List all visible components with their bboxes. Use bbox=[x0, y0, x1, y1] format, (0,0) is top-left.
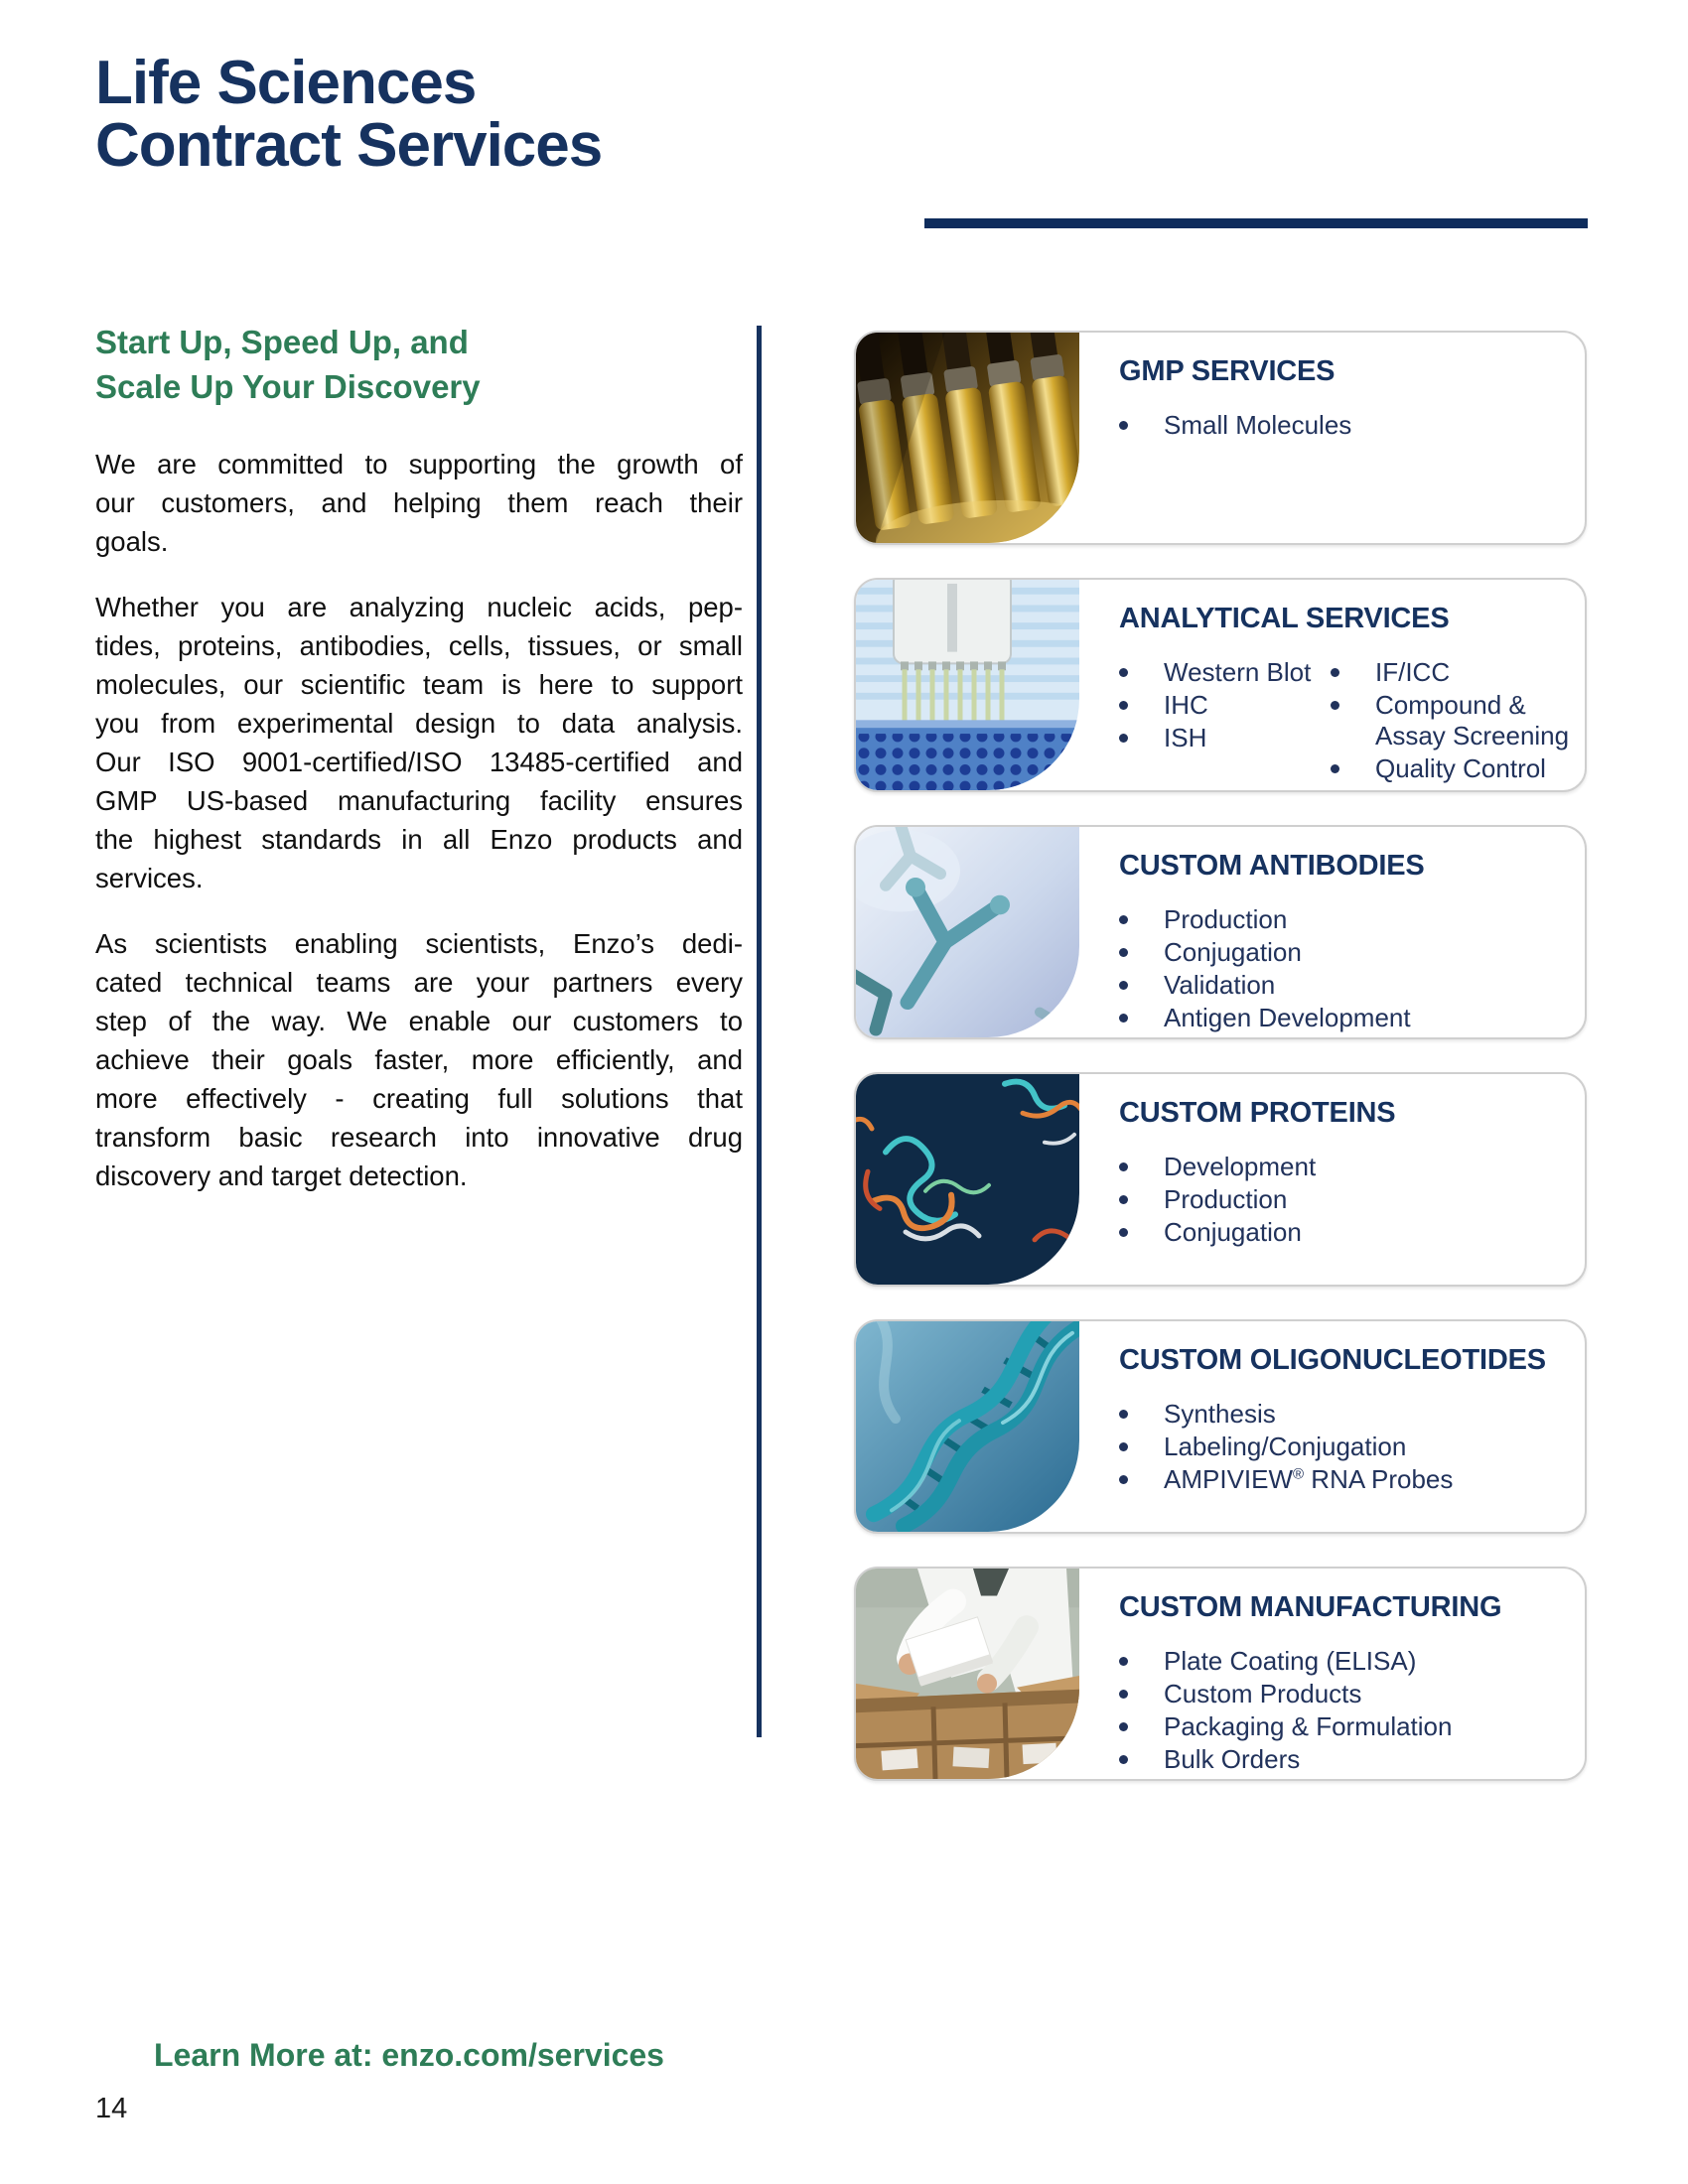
bullet-item: Synthesis bbox=[1119, 1399, 1573, 1430]
bullet-item: Antigen Development bbox=[1119, 1003, 1573, 1033]
multichannel-pipette-illustration bbox=[856, 580, 1079, 790]
analytical-bullet-columns bbox=[1119, 657, 1573, 786]
custom-manufacturing-photo bbox=[856, 1569, 1079, 1779]
intro-heading-line1: Start Up, Speed Up, and bbox=[95, 324, 469, 360]
learn-more-link[interactable]: Learn More at: enzo.com/services bbox=[154, 2037, 664, 2073]
intro-column bbox=[95, 320, 743, 1222]
bullet-dot bbox=[1119, 668, 1128, 677]
intro-heading bbox=[95, 320, 743, 409]
bullet-dot bbox=[1119, 1162, 1128, 1171]
gmp-services-bullets bbox=[1119, 410, 1573, 441]
bullet-dot bbox=[1119, 701, 1128, 710]
intro-paragraph-1: We are committed to supporting the growth of our customers, and helping them reach their goals. bbox=[95, 449, 743, 557]
bullet-dot bbox=[1331, 701, 1339, 710]
bullet-item: ISH bbox=[1119, 723, 1331, 753]
bullet-item: Small Molecules bbox=[1119, 410, 1573, 441]
bullet-dot bbox=[1119, 1410, 1128, 1419]
card-analytical-services-body bbox=[1079, 580, 1585, 790]
column-divider-rule bbox=[757, 326, 762, 1737]
card-custom-proteins-body bbox=[1079, 1074, 1585, 1285]
protein-ribbons-illustration bbox=[856, 1074, 1079, 1285]
card-custom-manufacturing-body bbox=[1079, 1569, 1585, 1779]
bullet-item: Quality Control bbox=[1331, 753, 1574, 784]
gmp-services-photo bbox=[856, 333, 1079, 543]
bullet-dot bbox=[1119, 1442, 1128, 1451]
bullet-dot bbox=[1119, 1722, 1128, 1731]
card-title-custom-proteins: CUSTOM PROTEINS bbox=[1119, 1097, 1396, 1129]
page-number: 14 bbox=[95, 2093, 128, 2124]
card-custom-antibodies-body bbox=[1079, 827, 1585, 1037]
bullet-item: IHC bbox=[1119, 690, 1331, 721]
bullet-item: Compound & Assay Screening bbox=[1331, 690, 1574, 751]
card-custom-antibodies bbox=[854, 825, 1587, 1039]
bullet-dot bbox=[1119, 1014, 1128, 1023]
card-custom-oligonucleotides bbox=[854, 1319, 1587, 1534]
bullet-dot bbox=[1119, 1228, 1128, 1237]
bullet-item: Development bbox=[1119, 1152, 1573, 1182]
bullet-item: Bulk Orders bbox=[1119, 1744, 1573, 1775]
page-title-line1: Life Sciences bbox=[95, 49, 477, 117]
vial-filling-machine-illustration bbox=[856, 333, 1079, 543]
bullet-item: Production bbox=[1119, 904, 1573, 935]
card-gmp-services bbox=[854, 331, 1587, 545]
registered-trademark-symbol: ® bbox=[1293, 1465, 1305, 1483]
card-title-custom-antibodies: CUSTOM ANTIBODIES bbox=[1119, 850, 1425, 882]
custom-manufacturing-bullets bbox=[1119, 1646, 1573, 1775]
analytical-services-photo bbox=[856, 580, 1079, 790]
bullet-item: Western Blot bbox=[1119, 657, 1331, 688]
custom-oligonucleotides-photo bbox=[856, 1321, 1079, 1532]
card-title-gmp-services: GMP SERVICES bbox=[1119, 355, 1336, 387]
bullet-dot bbox=[1119, 1755, 1128, 1764]
card-title-custom-manufacturing: CUSTOM MANUFACTURING bbox=[1119, 1591, 1502, 1623]
card-custom-proteins bbox=[854, 1072, 1587, 1287]
bullet-item: Conjugation bbox=[1119, 937, 1573, 968]
analytical-bullets-col2 bbox=[1331, 657, 1574, 786]
bullet-item: Production bbox=[1119, 1184, 1573, 1215]
bullet-dot bbox=[1119, 1475, 1128, 1484]
bullet-dot bbox=[1331, 764, 1339, 773]
card-custom-oligonucleotides-body bbox=[1079, 1321, 1585, 1532]
dna-helix-illustration bbox=[856, 1321, 1079, 1532]
bullet-dot bbox=[1119, 421, 1128, 430]
bullet-item: Conjugation bbox=[1119, 1217, 1573, 1248]
services-card-list bbox=[854, 331, 1587, 1814]
bullet-dot bbox=[1119, 1195, 1128, 1204]
card-title-analytical-services: ANALYTICAL SERVICES bbox=[1119, 603, 1450, 634]
bullet-item: IF/ICC bbox=[1331, 657, 1574, 688]
analytical-bullets-col1 bbox=[1119, 657, 1331, 786]
custom-oligonucleotides-bullets bbox=[1119, 1399, 1573, 1495]
bullet-dot bbox=[1331, 668, 1339, 677]
custom-antibodies-bullets bbox=[1119, 904, 1573, 1033]
custom-antibodies-photo bbox=[856, 827, 1079, 1037]
title-underline-rule bbox=[924, 218, 1588, 228]
page-title bbox=[95, 49, 603, 180]
bullet-item: Labeling/Conjugation bbox=[1119, 1432, 1573, 1462]
bullet-dot bbox=[1119, 1657, 1128, 1666]
card-gmp-services-body bbox=[1079, 333, 1585, 543]
bullet-dot bbox=[1119, 734, 1128, 743]
bullet-item bbox=[1119, 1464, 1573, 1495]
card-custom-manufacturing bbox=[854, 1567, 1587, 1781]
intro-heading-line2: Scale Up Your Discovery bbox=[95, 368, 481, 405]
custom-proteins-bullets bbox=[1119, 1152, 1573, 1248]
bullet-item: Custom Products bbox=[1119, 1679, 1573, 1709]
bullet-item: Plate Coating (ELISA) bbox=[1119, 1646, 1573, 1677]
card-analytical-services bbox=[854, 578, 1587, 792]
packing-boxes-illustration bbox=[856, 1569, 1079, 1779]
custom-proteins-photo bbox=[856, 1074, 1079, 1285]
card-title-custom-oligonucleotides: CUSTOM OLIGONUCLEOTIDES bbox=[1119, 1344, 1546, 1376]
ampiview-rna-probes-label: AMPIVIEW® RNA Probes bbox=[1164, 1464, 1454, 1494]
bullet-dot bbox=[1119, 915, 1128, 924]
bullet-dot bbox=[1119, 1690, 1128, 1699]
bullet-item: Packaging & Formulation bbox=[1119, 1711, 1573, 1742]
intro-paragraph-2: Whether you are analyzing nucleic acids, pep- tides, proteins, antibodies, cells, tissues, or small molecules, our scientific team is here to support you from experimental design to data analysis. Our ISO 9001-certified/ISO 13485-certified and GMP US-based manufacturing facility ensures the highest standards in all Enzo products and services. bbox=[95, 592, 743, 893]
intro-paragraph-3: As scientists enabling scientists, Enzo’s dedi- cated technical teams are your partners every step of the way. We enable our customers to achieve their goals faster, more efficiently, and more effectively - creating full solutions that transform basic research into innovative drug discovery and target detection. bbox=[95, 928, 743, 1191]
antibody-illustration bbox=[856, 827, 1079, 1037]
page-title-line2: Contract Services bbox=[95, 111, 603, 180]
bullet-dot bbox=[1119, 948, 1128, 957]
bullet-item: Validation bbox=[1119, 970, 1573, 1001]
bullet-dot bbox=[1119, 981, 1128, 990]
